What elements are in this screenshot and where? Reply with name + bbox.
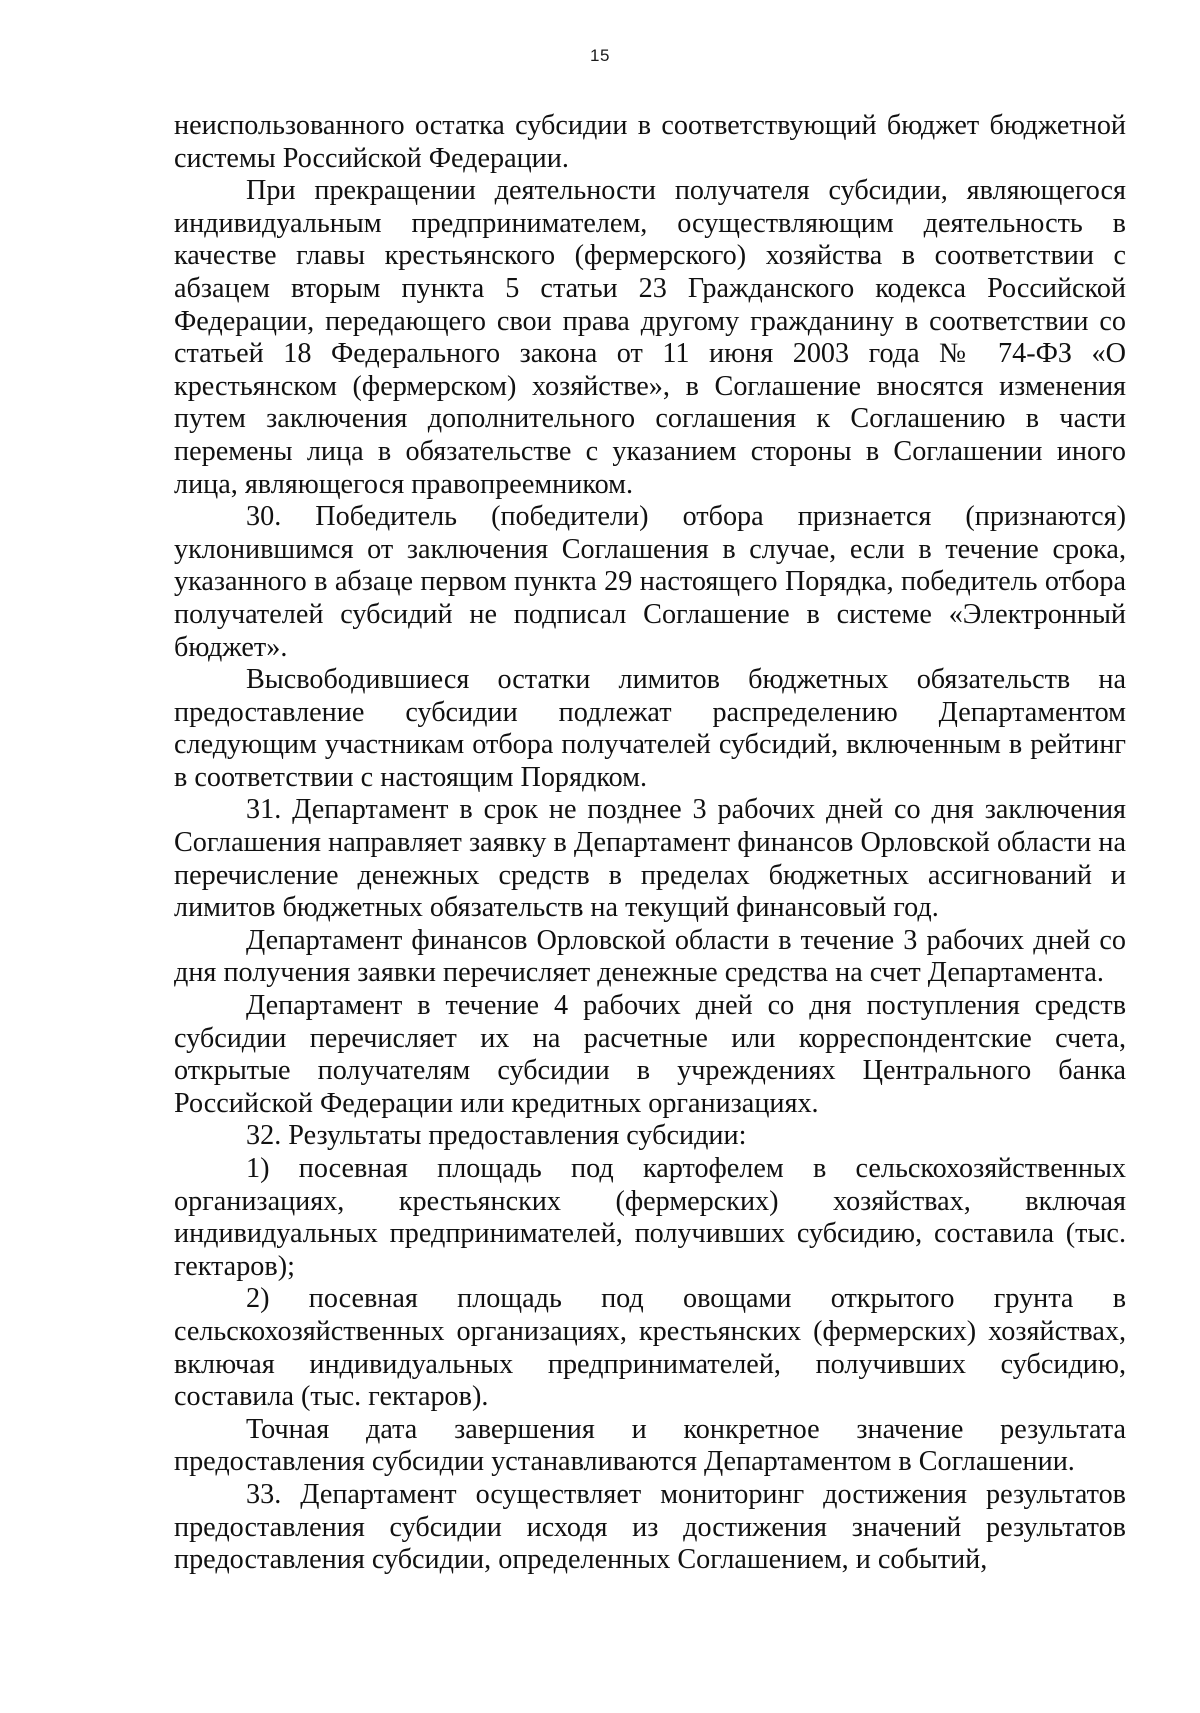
paragraph-finance-transfer: Департамент финансов Орловской области в течение 3 рабочих дней со дня получения заявки перечисляет денежные средства на счет Департамента. — [174, 924, 1126, 989]
list-item-2-vegetables: 2) посевная площадь под овощами открытого грунта в сельскохозяйственных организациях, крестьянских (фермерских) хозяйствах, включая индивидуальных предпринимателей, получивших субсидию, составила (тыс. гектаров). — [174, 1283, 1126, 1413]
list-item-1-potato: 1) посевная площадь под картофелем в сельскохозяйственных организациях, крестьянских (фермерских) хозяйствах, включая индивидуальных предпринимателей, получивших субсидию, составила (тыс. гектаров); — [174, 1153, 1126, 1282]
paragraph-item-30: 30. Победитель (победители) отбора признается (признаются) уклонившимся от заключения Соглашения в случае, если в течение срока, указанного в абзаце первом пункта 29 настоящего Порядка, победитель отбора получателей субсидий не подписал Соглашение в системе «Электронный бюджет». — [174, 501, 1126, 663]
page-number: 15 — [590, 46, 610, 65]
paragraph-result-date: Точная дата завершения и конкретное значение результата предоставления субсидии устанавливаются Департаментом в Соглашении. — [174, 1413, 1126, 1478]
paragraph-continuation: неиспользованного остатка субсидии в соответствующий бюджет бюджетной системы Российской Федерации. — [174, 110, 1126, 174]
document-body — [174, 110, 1126, 1577]
paragraph-item-32: 32. Результаты предоставления субсидии: — [246, 1120, 747, 1152]
paragraph-recipient-transfer: Департамент в течение 4 рабочих дней со дня поступления средств субсидии перечисляет их на расчетные или корреспондентские счета, открытые получателям субсидии в учреждениях Центрального банка Российской Федерации или кредитных организациях. — [174, 990, 1126, 1119]
paragraph-succession: При прекращении деятельности получателя субсидии, являющегося индивидуальным предпринимателем, осуществляющим деятельность в качестве главы крестьянского (фермерского) хозяйства в соответствии с абзацем вторым пункта 5 статьи 23 Гражданского кодекса Российской Федерации, передающего свои права другому гражданину в соответствии со статьей 18 Федерального закона от 11 июня 2003 года № 74-ФЗ «О крестьянском (фермерском) хозяйстве», в Соглашение вносятся изменения путем заключения дополнительного соглашения к Соглашению в части перемены лица в обязательстве с указанием стороны в Соглашении иного лица, являющегося правопреемником. — [174, 175, 1126, 500]
paragraph-item-33: 33. Департамент осуществляет мониторинг достижения результатов предоставления субсидии исходя из достижения значений результатов предоставления субсидии, определенных Соглашением, и событий, — [174, 1478, 1126, 1576]
paragraph-item-31: 31. Департамент в срок не позднее 3 рабочих дней со дня заключения Соглашения направляет заявку в Департамент финансов Орловской области на перечисление денежных средств в пределах бюджетных ассигнований и лимитов бюджетных обязательств на текущий финансовый год. — [174, 794, 1126, 924]
paragraph-limits-redistribution: Высвободившиеся остатки лимитов бюджетных обязательств на предоставление субсидии подлежат распределению Департаментом следующим участникам отбора получателей субсидий, включенным в рейтинг в соответствии с настоящим Порядком. — [174, 664, 1126, 793]
